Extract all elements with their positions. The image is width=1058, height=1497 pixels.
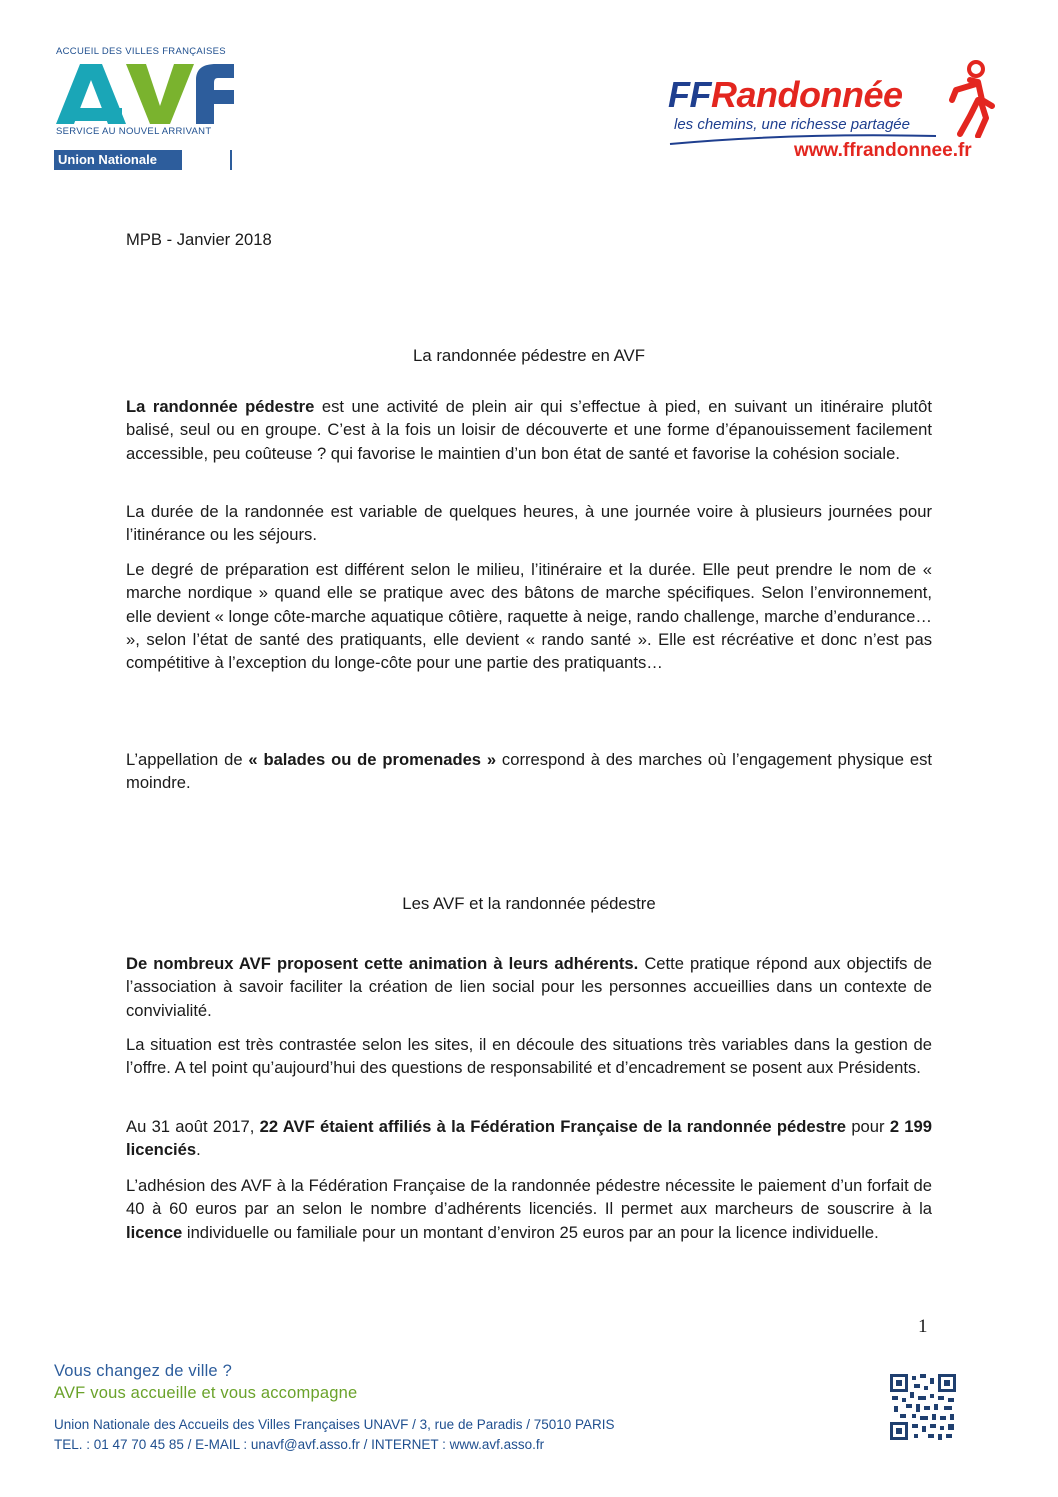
section-title-avf-randonnee: Les AVF et la randonnée pédestre — [402, 894, 656, 913]
paragraph-text: Cette pratique répond aux objectifs de l’association à savoir faciliter la création de lien social pour les personnes accueillies dans un contexte de convivialité. — [126, 954, 932, 1020]
paragraph — [126, 1174, 932, 1244]
bold-term: 22 AVF étaient affiliés à la Fédération Française de la randonnée pédestre — [259, 1117, 847, 1136]
ffr-logo-tagline: les chemins, une richesse partagée — [674, 116, 910, 133]
avf-letters-graphic — [54, 60, 236, 126]
qr-code-icon — [890, 1374, 956, 1440]
footer-address: Union Nationale des Accueils des Villes Françaises UNAVF / 3, rue de Paradis / 75010 PARIS — [54, 1417, 615, 1432]
avf-logo-band-text: Union Nationale — [58, 152, 157, 167]
footer-slogan-line1: Vous changez de ville ? — [54, 1362, 232, 1380]
paragraph: Le degré de préparation est différent selon le milieu, l’itinéraire et la durée. Elle peut prendre le nom de « marche nordique » quand elle se pratique avec des bâtons de marche spécifiques. Selon l’environnement, elle devient « longe côte-marche aquatique côtière, raquette à neige, rando challenge, marche d’endurance… », selon l’état de santé des pratiquants, elle devient « rando santé ». Elle est récréative et donc n’est pas compétitive à l’exception du longe-côte pour une partie des pratiquants… — [126, 560, 932, 673]
ffrandonnee-logo — [668, 60, 998, 160]
bold-term: La randonnée pédestre — [126, 397, 315, 416]
bold-term: De nombreux AVF proposent cette animation à leurs adhérents. — [126, 954, 639, 973]
ffr-logo-ff: FF — [668, 74, 711, 115]
paragraph — [126, 395, 932, 465]
avf-logo-subtitle: SERVICE AU NOUVEL ARRIVANT — [56, 126, 212, 137]
ffr-logo-url: www.ffrandonnee.fr — [794, 140, 972, 161]
footer-slogan-line2: AVF vous accueille et vous accompagne — [54, 1384, 358, 1402]
ffr-logo-title — [668, 74, 903, 116]
avf-logo-divider — [230, 150, 232, 170]
avf-logo — [54, 46, 236, 172]
paragraph-text: correspond à des marches où l’engagement physique est moindre. — [126, 750, 932, 793]
avf-logo-top-text: ACCUEIL DES VILLES FRANÇAISES — [56, 46, 226, 57]
section-title-randonnee-avf: La randonnée pédestre en AVF — [412, 346, 645, 365]
paragraph-text: . — [196, 1140, 201, 1160]
avf-logo-band — [54, 150, 182, 170]
paragraph-text: Au 31 août 2017, — [126, 1117, 260, 1136]
paragraph-text: L’appellation de — [126, 750, 249, 769]
paragraph: La durée de la randonnée est variable de quelques heures, à une journée voire à plusieurs journées pour l’itinérance ou les séjours. — [126, 502, 932, 545]
bold-term: 2 199 licenciés — [126, 1117, 932, 1160]
paragraph-text: L’adhésion des AVF à la Fédération Française de la randonnée pédestre nécessite le paiement d’un forfait de 40 à 60 euros par an selon le nombre d’adhérents licenciés. Il permet aux marcheurs de souscrire à la — [126, 1176, 932, 1219]
paragraph — [126, 748, 932, 795]
hiker-icon — [948, 60, 996, 138]
paragraph-text: est une activité de plein air qui s’effectue à pied, en suivant un itinéraire plutôt balisé, seul ou en groupe. C’est à la fois un loisir de découverte et une forme d’épanouissement facilement accessible, peu coûteuse ? qui favorise le maintien d’un bon état de santé et favorise la cohésion sociale. — [126, 397, 932, 463]
paragraph — [126, 952, 932, 1022]
footer-contact: TEL. : 01 47 70 45 85 / E-MAIL : unavf@avf.asso.fr / INTERNET : www.avf.asso.fr — [54, 1437, 545, 1452]
paragraph-text: individuelle ou familiale pour un montant d’environ 25 euros par an pour la licence individuelle. — [182, 1222, 879, 1242]
ffr-logo-randonnee: Randonnée — [710, 74, 903, 115]
paragraph-text: pour — [846, 1117, 890, 1136]
bold-term: « balades ou de promenades » — [248, 750, 497, 769]
bold-term: licence — [126, 1222, 183, 1242]
page-number: 1 — [918, 1316, 928, 1337]
paragraph — [126, 1115, 932, 1162]
paragraph: La situation est très contrastée selon les sites, il en découle des situations très variables dans la gestion de l’offre. A tel point qu’aujourd’hui des questions de responsabilité et d’encadrement se posent aux Présidents. — [126, 1035, 932, 1078]
date-line: MPB - Janvier 2018 — [126, 230, 272, 249]
